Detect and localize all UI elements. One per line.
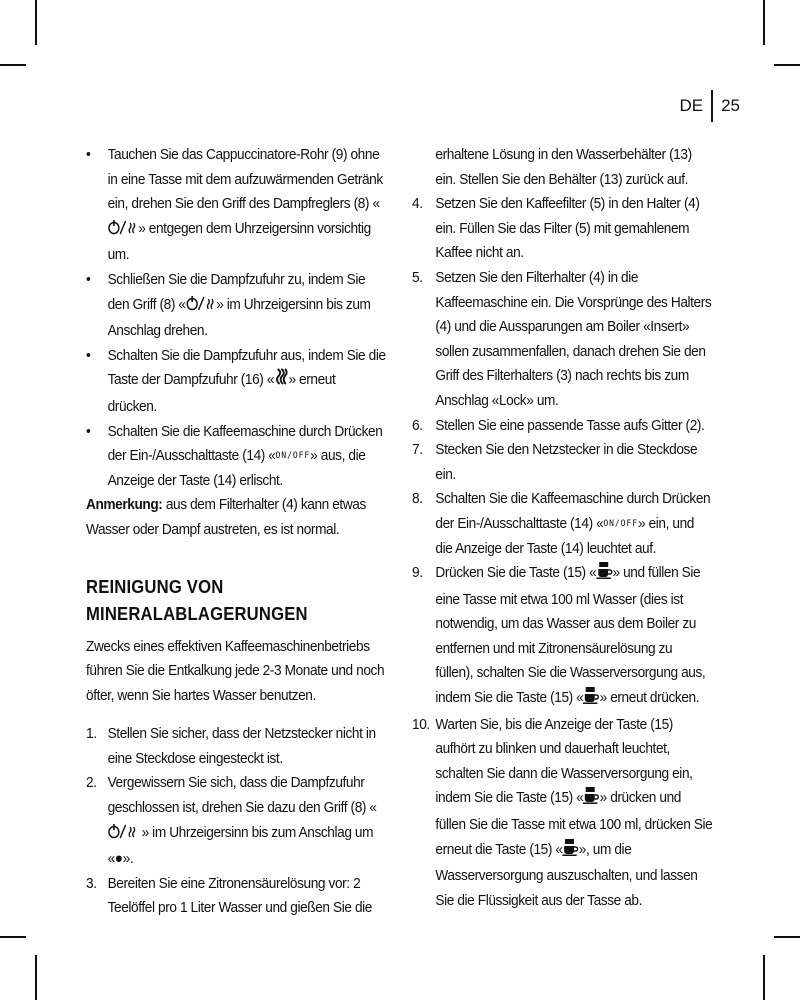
crop-mark (0, 936, 26, 938)
note-text: aus dem Filterhalter (4) kann etwas Wasser oder Dampf austreten, es ist normal. (86, 496, 366, 538)
steam-knob-icon (108, 823, 139, 848)
bullet-text: Tauchen Sie das Cappuccinatore-Rohr (9) ohne in eine Tasse mit dem aufzuwärmenden Getränk ein, drehen Sie den Griff des Dampfreglers (8) « (107, 146, 383, 213)
step-text: » im Uhrzeigersinn bis zum Anschlag um «●». (107, 823, 374, 868)
step-number: 9. (412, 564, 423, 582)
step-text: » erneut drücken. (599, 689, 700, 707)
list-item (86, 344, 388, 420)
note (86, 493, 388, 542)
crop-mark (763, 955, 765, 1000)
bullet-text: » erneut drücken. (107, 371, 336, 415)
crop-mark (763, 0, 765, 45)
step-text: », um die Wasserversorgung auszuschalten, und lassen Sie die Flüssigkeit aus der Tasse ab. (435, 840, 698, 909)
intro-paragraph: Zwecks eines effektiven Kaffeemaschinenbetriebs führen Sie die Entkalkung jede 2-3 Monate und noch öfter, wenn Sie hartes Wasser benutzen. (86, 637, 385, 704)
step-text: Stecken Sie den Netzstecker in die Steckdose ein. (435, 441, 698, 483)
list-item (86, 872, 388, 921)
cup-icon (563, 838, 579, 865)
page-header (679, 90, 740, 122)
step-number: 3. (86, 874, 97, 892)
page-number: 25 (721, 96, 740, 115)
step-number: 10. (412, 715, 430, 733)
list-item (412, 266, 713, 414)
step-text: Warten Sie, bis die Anzeige der Taste (15) aufhört zu blinken und dauerhaft leuchtet, schalten Sie dann die Wasserversorgung ein, indem Sie die Taste (15) « (435, 715, 693, 807)
left-column (86, 143, 388, 921)
list-item (412, 487, 713, 561)
list-item (86, 420, 388, 494)
bullet-text: » aus, die Anzeige der Taste (14) erlischt. (107, 447, 366, 489)
bullet: • (86, 270, 91, 288)
step-number: 5. (412, 268, 423, 286)
bullet: • (86, 346, 91, 364)
step-text: Setzen Sie den Kaffeefilter (5) in den Halter (4) ein. Füllen Sie das Filter (5) mit gemahlenem Kaffee nicht an. (435, 195, 700, 262)
steam-knob-icon (186, 295, 217, 320)
step-text: » ein, und die Anzeige der Taste (14) leuchtet auf. (435, 514, 694, 557)
list-item (412, 561, 713, 713)
cup-icon (583, 686, 599, 713)
list-item (86, 143, 388, 268)
step-text: » und füllen Sie eine Tasse mit etwa 100 ml Wasser (dies ist notwendig, um das Wasser aus dem Boiler zu entfernen und mit Zitronensäurelösung zu füllen), schalten Sie die Wasserversorgung aus, indem Sie die Taste (15) « (435, 564, 706, 707)
onoff-icon: ON/OFF (603, 518, 638, 529)
crop-mark (35, 0, 37, 45)
bullet-text: » entgegen dem Uhrzeigersinn vorsichtig um. (107, 219, 371, 264)
onoff-icon: ON/OFF (275, 451, 311, 462)
step-number: 8. (412, 490, 423, 508)
bullet: • (86, 422, 91, 440)
list-item (86, 771, 388, 871)
step-number: 6. (412, 416, 423, 434)
cup-icon (596, 561, 612, 588)
steam-wave-icon (274, 368, 288, 395)
list-item (86, 268, 388, 344)
list-item (412, 192, 713, 266)
crop-mark (774, 936, 800, 938)
steam-knob-icon (108, 219, 139, 244)
bullet-text: Schalten Sie die Dampfzufuhr aus, indem Sie die Taste der Dampfzufuhr (16) « (107, 346, 386, 389)
list-item (86, 722, 388, 771)
note-label: Anmerkung: (86, 496, 163, 514)
step-text: Schalten Sie die Kaffeemaschine durch Drücken der Ein-/Ausschalttaste (14) « (435, 490, 711, 532)
bullet-text: Schalten Sie die Kaffeemaschine durch Drücken der Ein-/Ausschalttaste (14) « (107, 422, 383, 465)
bullet-text: » im Uhrzeigersinn bis zum Anschlag drehen. (107, 295, 371, 340)
step-number: 7. (412, 441, 423, 459)
step-text: Drücken Sie die Taste (15) « (435, 564, 597, 582)
step-text: Stellen Sie sicher, dass der Netzstecker nicht in eine Steckdose eingesteckt ist. (107, 725, 376, 767)
step-text: Setzen Sie den Filterhalter (4) in die Kaffeemaschine ein. Die Vorsprünge des Halters (4) und die Aussparungen am Boiler «Insert» sollen zusammenfallen, danach drehen Sie den Griff des Filterhalters (3) nach rechts bis zum Anschlag «Lock» um. (435, 268, 712, 409)
crop-mark (0, 64, 26, 66)
bullet: • (86, 146, 91, 163)
language-code: DE (679, 96, 704, 115)
crop-mark (35, 955, 37, 1000)
step-number: 2. (86, 774, 97, 792)
step-text: Bereiten Sie eine Zitronensäurelösung vor: 2 Teelöffel pro 1 Liter Wasser und gießen Sie die (107, 874, 372, 917)
list-item (412, 414, 713, 439)
step-text: Vergewissern Sie sich, dass die Dampfzufuhr geschlossen ist, drehen Sie dazu den Griff (8) « (107, 774, 377, 817)
header-divider (711, 90, 713, 122)
heading-line: REINIGUNG VON (86, 575, 224, 597)
step-text: » drücken und füllen Sie die Tasse mit etwa 100 ml, drücken Sie erneut die Taste (15) « (435, 789, 713, 858)
list-item (412, 438, 713, 487)
heading-line: MINERALABLAGERUNGEN (86, 602, 308, 624)
bullet-text: Schließen Sie die Dampfzufuhr zu, indem Sie den Griff (8) « (107, 270, 366, 313)
cup-icon (583, 786, 599, 813)
right-column (412, 143, 713, 913)
step-number: 1. (86, 725, 97, 743)
section-heading (86, 573, 388, 627)
continuation-text: erhaltene Lösung in den Wasserbehälter (13) ein. Stellen Sie den Behälter (13) zurück auf. (435, 146, 692, 188)
step-number: 4. (412, 195, 423, 213)
crop-mark (774, 64, 800, 66)
list-item (412, 713, 713, 914)
step-text: Stellen Sie eine passende Tasse aufs Gitter (2). (435, 416, 705, 434)
